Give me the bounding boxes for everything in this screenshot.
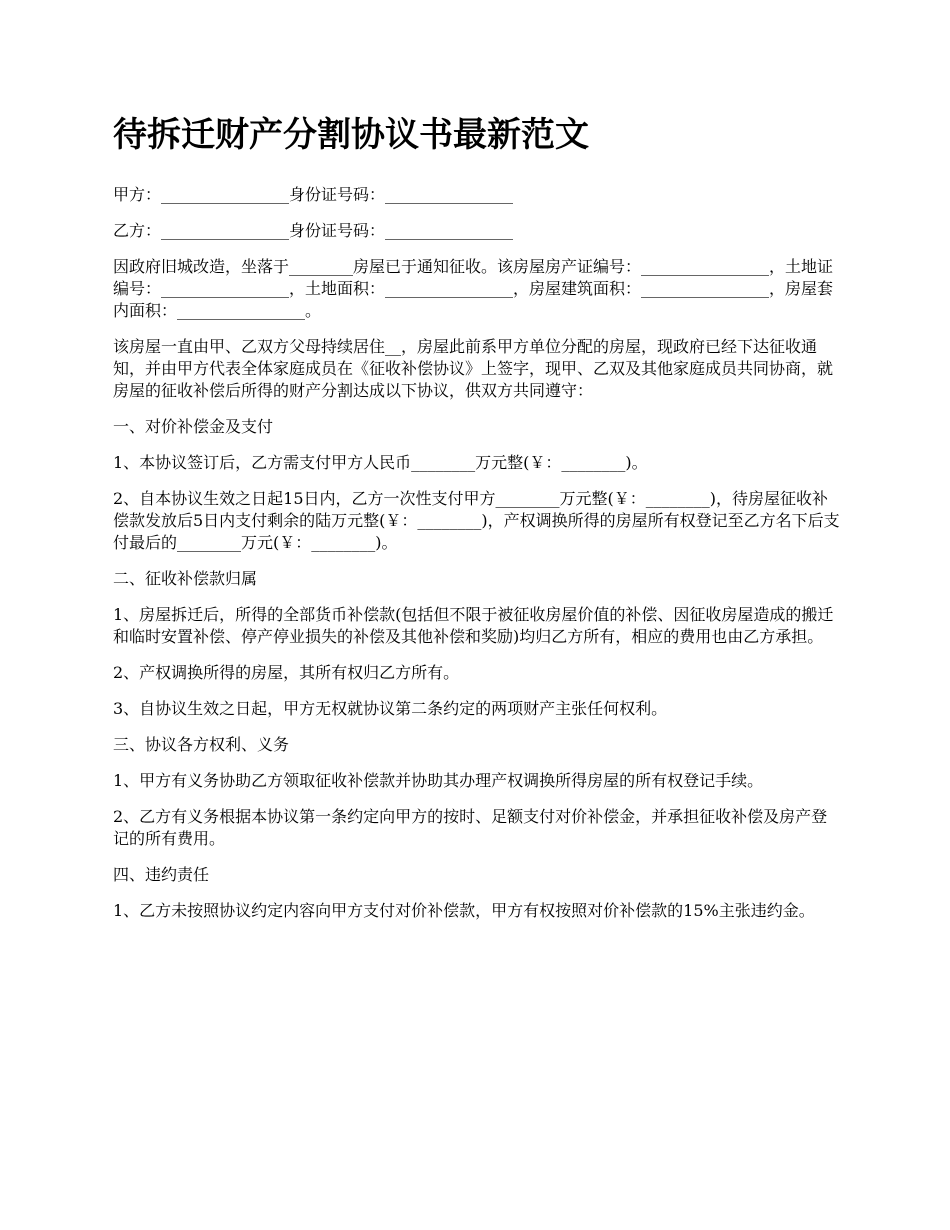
document-title: 待拆迁财产分割协议书最新范文 [113, 115, 589, 155]
clause-1-1: 1、本协议签订后，乙方需支付甲方人民币________万元整(￥：________)。 [113, 453, 648, 472]
section-heading-2: 二、征收补偿款归属 [113, 569, 258, 588]
clause-2-2: 2、产权调换所得的房屋，其所有权归乙方所有。 [113, 663, 460, 682]
background-paragraph: 该房屋一直由甲、乙双方父母持续居住__，房屋此前系甲方单位分配的房屋，现政府已经下达征收通知，并由甲方代表全体家庭成员在《征收补偿协议》上签字，现甲、乙双及其他家庭成员共同协商，就房屋的征收补偿后所得的财产分割达成以下协议，供双方共同遵守： [113, 337, 834, 400]
clause-1-2: 2、自本协议生效之日起15日内，乙方一次性支付甲方________万元整(￥：________)，待房屋征收补偿款发放后5日内支付剩余的陆万元整(￥：________)，产权调换所得的房屋所有权登记至乙方名下后支付最后的________万元(￥：________)。 [113, 489, 840, 552]
party-a-line: 甲方：________________身份证号码：________________ [113, 185, 514, 204]
clause-2-1: 1、房屋拆迁后，所得的全部货币补偿款(包括但不限于被征收房屋价值的补偿、因征收房屋造成的搬迁和临时安置补偿、停产停业损失的补偿及其他补偿和奖励)均归乙方所有，相应的费用也由乙方承担。 [113, 605, 834, 646]
clause-4-1: 1、乙方未按照协议约定内容向甲方支付对价补偿款，甲方有权按照对价补偿款的15%主张违约金。 [113, 901, 815, 920]
section-heading-4: 四、违约责任 [113, 865, 210, 884]
clause-3-1: 1、甲方有义务协助乙方领取征收补偿款并协助其办理产权调换所得房屋的所有权登记手续。 [113, 771, 764, 790]
section-heading-1: 一、对价补偿金及支付 [113, 417, 274, 436]
clause-3-2: 2、乙方有义务根据本协议第一条约定向甲方的按时、足额支付对价补偿金，并承担征收补偿及房产登记的所有费用。 [113, 807, 828, 848]
clause-2-3: 3、自协议生效之日起，甲方无权就协议第二条约定的两项财产主张任何权利。 [113, 699, 668, 718]
section-heading-3: 三、协议各方权利、义务 [113, 735, 290, 754]
document-page [113, 110, 843, 936]
property-info-paragraph: 因政府旧城改造，坐落于________房屋已于通知征收。该房屋房产证编号：________________，土地证编号：________________，土地面积：________________，房屋建筑面积：________________，房屋套内面积：________________。 [113, 257, 834, 320]
party-b-line: 乙方：________________身份证号码：________________ [113, 221, 514, 240]
